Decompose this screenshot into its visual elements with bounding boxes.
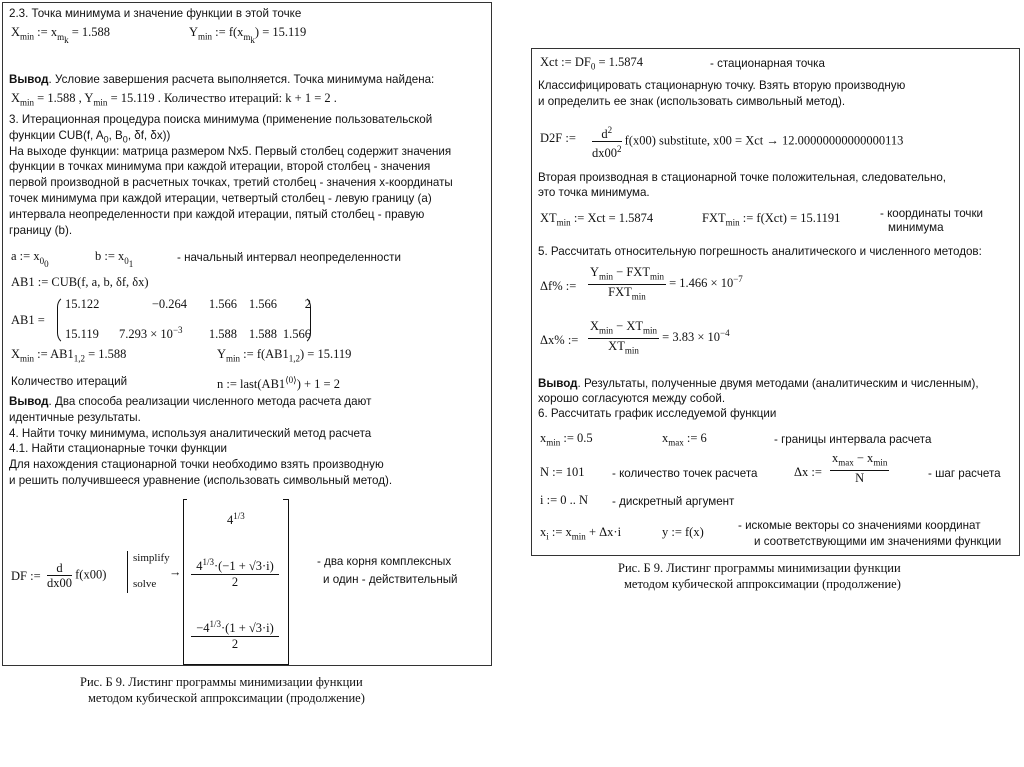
paragraph-line: границу (b). (9, 223, 73, 237)
paragraph-line: идентичные результаты. (9, 410, 141, 424)
formula-ymin: $Y_{min}$ := $f(x_{m_k}) = 15.119$ (189, 25, 307, 45)
second-derivative-line-2: это точка минимума. (538, 186, 650, 199)
paragraph-line: На выходе функции: матрица размером Nx5. Первый столбец содержит значения (9, 144, 452, 158)
root-1: $4^{1/3}$ (227, 511, 245, 528)
formula-ab1-def: AB1 := CUB(f, a, b, δf, δx) (11, 275, 149, 289)
paragraph-line: функции в точках минимума при каждой итерации, второй столбец - значения (9, 160, 431, 174)
formula-result: $X_{min} = 1.588$ , $Y_{min} = 15.119$ . Количество итераций: k + 1 = 2 . (11, 91, 337, 108)
conclusion-label-right: Вывод (538, 377, 578, 390)
formula-b: b := $x_{0_1}$ (95, 249, 134, 269)
formula-ab1-label: AB1 = (11, 313, 45, 327)
iterations-label: Количество итераций (11, 375, 128, 388)
classify-line-2: и определить ее знак (использовать символьный метод). (538, 95, 846, 108)
formula-i: i := 0 .. N (540, 493, 589, 507)
vectors-note-2: и соответствующими им значениями функции (754, 535, 1002, 548)
delta-x-lhs: Δx% := (540, 333, 579, 347)
vectors-note-1: - искомые векторы со значениями координат (738, 519, 981, 532)
right-listing-panel (531, 48, 1020, 556)
matrix-row-2: 15.119 $7.293 \times 10^{-3}$ 1.588 1.588 1.566 (65, 325, 311, 342)
formula-xi: $x_i$ := $x_{min} + \Delta x\cdot i$ (540, 525, 622, 542)
formula-xmin-ab1: $X_{min}$ := $AB1_{1,2} = 1.588$ (11, 347, 127, 364)
interval-bounds-note: - границы интервала расчета (774, 433, 932, 446)
conclusion-label-2: Вывод (9, 395, 49, 408)
d2f-lhs: D2F := (540, 131, 576, 145)
delta-x-expression: $\frac{X_{min} - XT_{min}}{XT_{min}}$ = $3.83 \times 10^{-4}$ (590, 319, 730, 355)
solve-keyword: solve (133, 578, 157, 590)
paragraph-line: функции CUB(f, $A_0$, $B_0$, δf, δx)) (9, 128, 171, 145)
df-lhs: DF := (11, 569, 41, 583)
roots-note-1: - два корня комплексных (317, 555, 452, 568)
formula-y: y := f(x) (662, 525, 704, 539)
paragraph-line: Вывод. Два способа реализации численного метода расчета дают (9, 395, 372, 408)
conclusion-text-right: . Результаты, полученные двумя методами (аналитическим и численным), (577, 377, 979, 390)
roots-vector (187, 499, 283, 663)
paragraph-line: первой производной в расчетных точках, третий столбец - значения x-координаты (9, 176, 453, 190)
conclusion-label: Вывод (9, 73, 49, 86)
delta-f-expression: $\frac{Y_{min} - FXT_{min}}{FXT_{min}}$ = $1.466 \times 10^{-7}$ (590, 265, 743, 301)
right-caption-2: методом кубической аппроксимации (продолжение) (624, 577, 901, 591)
paragraph-line: 4. Найти точку минимума, используя аналитический метод расчета (9, 426, 372, 440)
section-heading: 2.3. Точка минимума и значение функции в этой точке (9, 7, 302, 20)
left-caption-2: методом кубической аппроксимации (продолжение) (88, 691, 365, 705)
formula-iterations: n := $last(AB1^{⟨0⟩}) + 1 = 2$ (217, 375, 340, 392)
error-heading: 5. Рассчитать относительную погрешность аналитического и численного методов: (538, 245, 982, 258)
step-fraction: $\frac{x_{max} - x_{min}}{N}$ (832, 451, 888, 485)
formula-xct: Xct := $DF_0 = 1.5874$ (540, 55, 643, 72)
d2f-expression: $\frac{d^2}{dx00^2}$ f(x00) substitute, x00 = Xct → 12.00000000000000113 (592, 125, 904, 161)
formula-xmin: $X_{min}$ := $x_{m_k} = 1.588$ (11, 25, 111, 45)
paragraph-line: точек минимума при каждой итерации, четвертый столбец - левую границу (a) (9, 192, 432, 205)
stationary-note: - стационарная точка (710, 57, 825, 70)
matrix-row-1: 15.122 −0.264 1.566 1.566 2 (65, 297, 311, 311)
formula-n: N := 101 (540, 465, 585, 479)
classify-line-1: Классифицировать стационарную точку. Взять вторую производную (538, 79, 906, 92)
df-derivative: $\frac{d}{dx00}$ f(x00) (47, 561, 107, 590)
paragraph-line: Для нахождения стационарной точки необходимо взять производную (9, 458, 384, 472)
simplify-keyword: simplify (133, 552, 170, 564)
left-caption-1: Рис. Б 9. Листинг программы минимизации функции (80, 675, 363, 689)
symbolic-bar (127, 551, 128, 593)
min-coord-note-1: - координаты точки (880, 207, 984, 220)
step-note: - шаг расчета (928, 467, 1001, 480)
conclusion-text: . Условие завершения расчета выполняется. Точка минимума найдена: (48, 73, 435, 86)
paragraph-line: 4.1. Найти стационарные точки функции (9, 442, 228, 456)
formula-ymin-ab1: $Y_{min}$ := $f(AB1_{1,2}) = 15.119$ (217, 347, 352, 364)
right-caption-1: Рис. Б 9. Листинг программы минимизации функции (618, 561, 901, 575)
second-derivative-line-1: Вторая производная в стационарной точке положительная, следовательно, (538, 171, 947, 184)
arrow-icon: → (169, 565, 182, 579)
root-3: $-4^{1/3}\cdot(1 + √3\cdot i)$ 2 (191, 617, 279, 652)
paragraph-line: и решить получившееся уравнение (использовать символьный метод). (9, 474, 393, 487)
root-2: $4^{1/3}\cdot(-1 + √3\cdot i)$ 2 (191, 555, 279, 590)
interval-note: - начальный интервал неопределенности (177, 251, 401, 264)
formula-xmin-range: $x_{min}$ := 0.5 (540, 431, 593, 448)
points-count-note: - количество точек расчета (612, 467, 758, 480)
formula-xmax-range: $x_{max}$ := 6 (662, 431, 707, 448)
discrete-arg-note: - дискретный аргумент (612, 495, 735, 508)
roots-note-2: и один - действительный (323, 573, 458, 586)
formula-a: a := $x_{0_0}$ (11, 249, 49, 269)
delta-f-lhs: Δf% := (540, 279, 577, 293)
formula-xtmin: $XT_{min}$ := Xct = 1.5874 (540, 211, 654, 228)
plot-heading: 6. Рассчитать график исследуемой функции (538, 407, 777, 420)
min-coord-note-2: минимума (888, 221, 944, 234)
paragraph-line: 3. Итерационная процедура поиска минимума (применение пользовательской (9, 113, 433, 126)
formula-fxtmin: $FXT_{min}$ := f(Xct) = 15.1191 (702, 211, 841, 228)
left-listing-panel (2, 2, 492, 666)
delta-x-lhs-2: Δx := (794, 465, 822, 479)
conclusion-line-2: хорошо согласуются между собой. (538, 392, 726, 405)
paragraph-line: интервала неопределенности при каждой итерации, пятый столбец - правую (9, 207, 425, 221)
